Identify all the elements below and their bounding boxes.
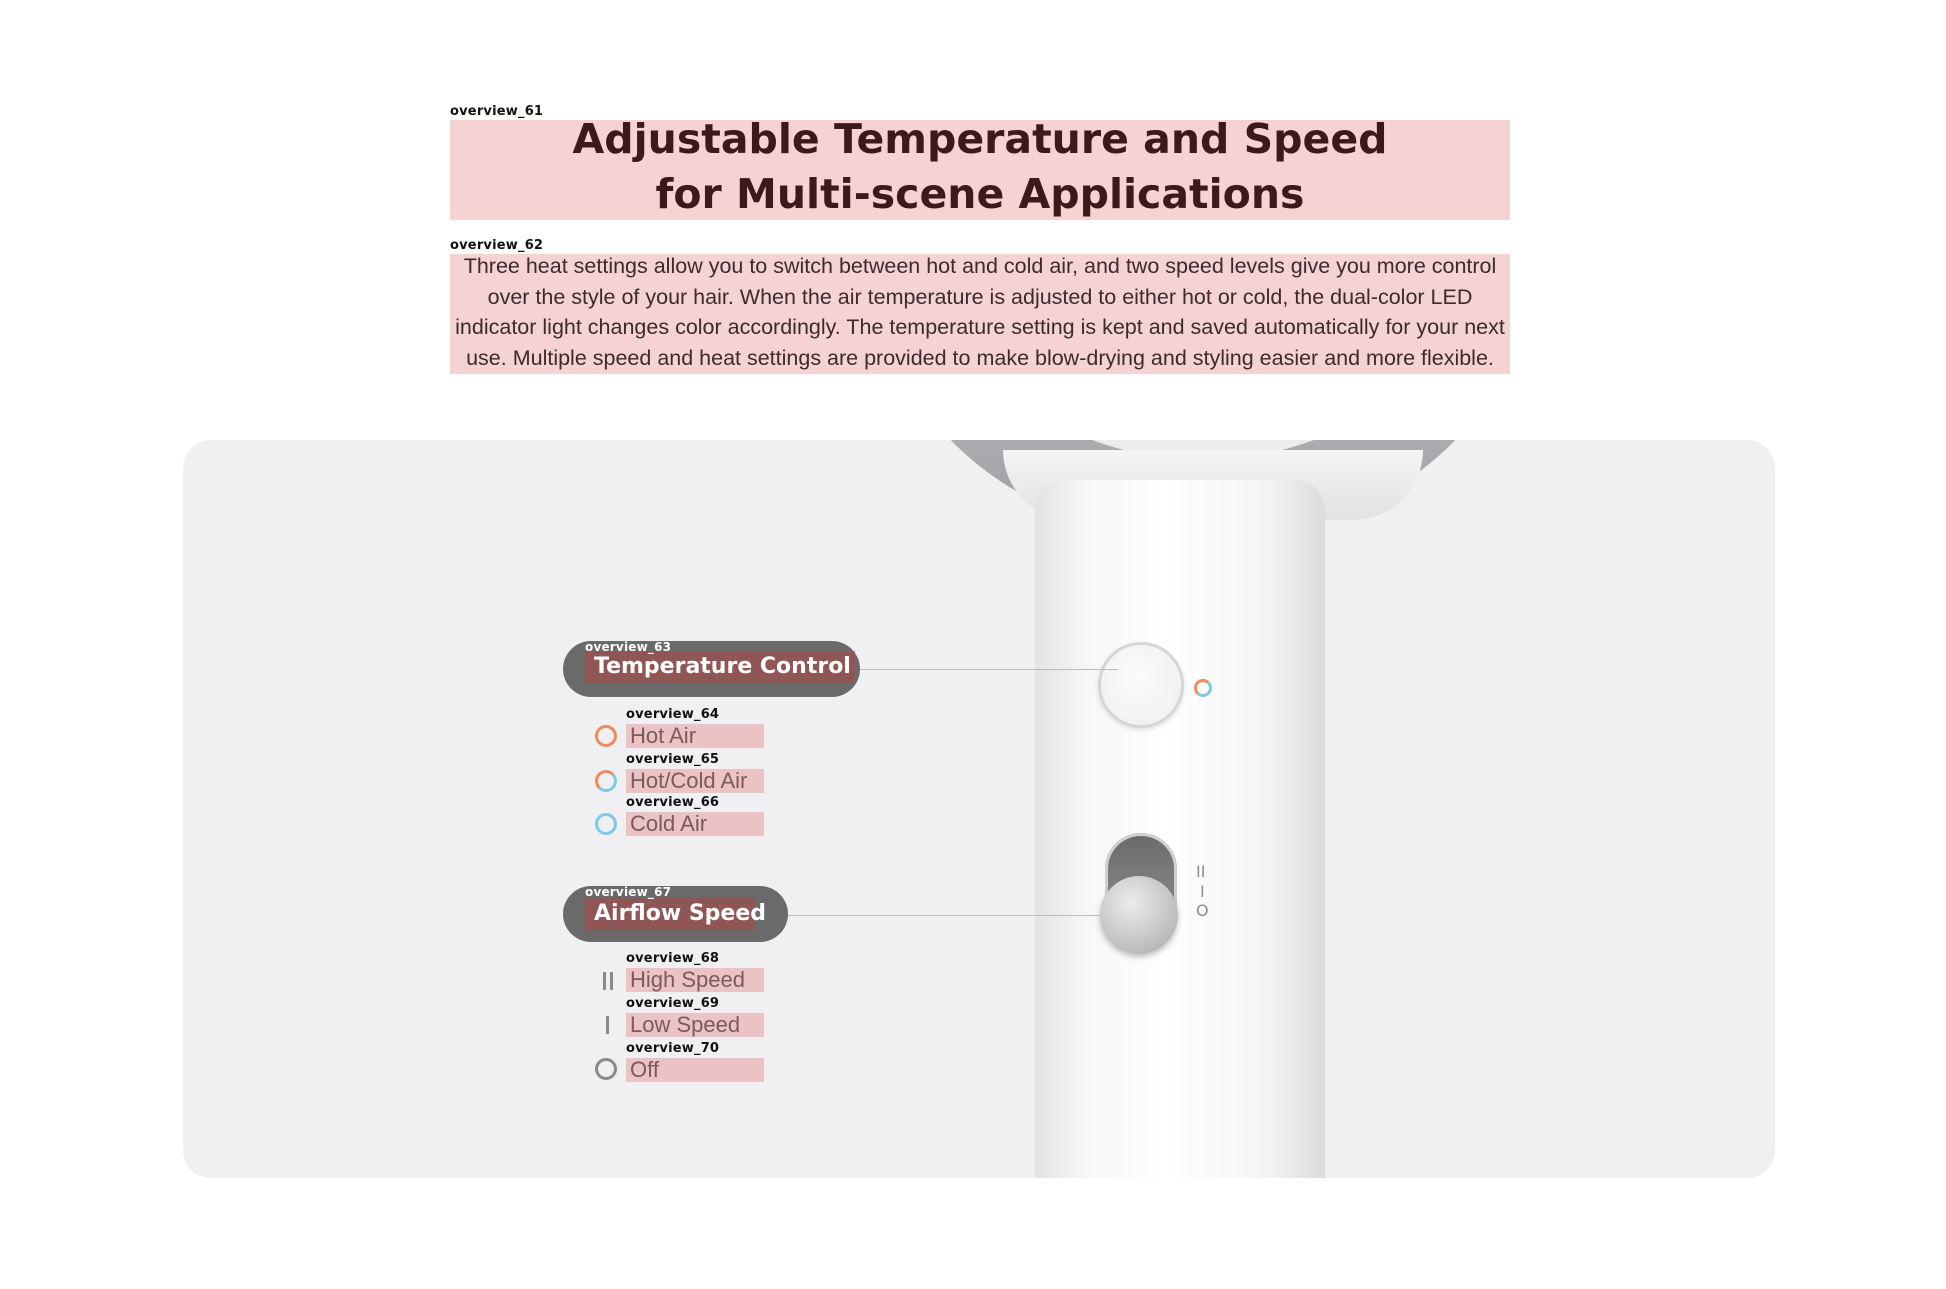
- annotation-label: overview_67: [585, 885, 672, 899]
- annotation-label: overview_69: [626, 996, 720, 1011]
- callout-line-temperature: [858, 669, 1118, 670]
- product-panel: [183, 440, 1775, 1178]
- temperature-button[interactable]: [1098, 642, 1184, 728]
- switch-mark-low: I: [1200, 882, 1205, 901]
- low-speed-icon: [606, 1016, 609, 1034]
- cold-air-icon: [595, 813, 617, 835]
- title-line-1: Adjustable Temperature and Speed: [572, 115, 1388, 163]
- speed-switch-knob[interactable]: [1100, 876, 1178, 954]
- dryer-handle: [1035, 480, 1325, 1178]
- annotation-label: overview_64: [626, 707, 720, 722]
- airflow-speed-label: Airflow Speed: [594, 901, 767, 926]
- annotation-label: overview_61: [450, 104, 544, 119]
- hot-air-icon: [595, 725, 617, 747]
- annotation-label: overview_68: [626, 951, 720, 966]
- temperature-control-label: Temperature Control: [594, 654, 851, 679]
- annotation-label: overview_66: [626, 795, 720, 810]
- annotation-label: overview_70: [626, 1041, 720, 1056]
- option-high-speed: High Speed: [630, 967, 745, 992]
- led-indicator-icon: [1194, 679, 1212, 697]
- option-hot-cold-air: Hot/Cold Air: [630, 768, 748, 793]
- option-off: Off: [630, 1057, 659, 1082]
- description-text: Three heat settings allow you to switch between hot and cold air, and two speed levels give you more control over the style of your hair. When the air temperature is adjusted to either hot or cold, the dual-color LED indicator light changes color accordingly. The temperature setting is kept and saved automatically for your next use. Multiple speed and heat settings are provided to make blow-drying and styling easier and more flexible.: [455, 254, 1505, 370]
- off-icon: [595, 1058, 617, 1080]
- hot-cold-air-icon: [595, 770, 617, 792]
- option-cold-air: Cold Air: [630, 811, 708, 836]
- callout-line-airflow: [785, 915, 1100, 916]
- annotation-label: overview_63: [585, 640, 672, 654]
- high-speed-icon: [610, 972, 613, 990]
- annotation-label: overview_62: [450, 238, 544, 253]
- option-low-speed: Low Speed: [630, 1012, 741, 1037]
- high-speed-icon: [603, 972, 606, 990]
- switch-mark-high: II: [1196, 862, 1206, 881]
- page-title: [450, 112, 1510, 222]
- title-line-2: for Multi-scene Applications: [655, 170, 1305, 218]
- option-hot-air: Hot Air: [630, 723, 697, 748]
- switch-mark-off: O: [1196, 901, 1209, 920]
- annotation-label: overview_65: [626, 752, 720, 767]
